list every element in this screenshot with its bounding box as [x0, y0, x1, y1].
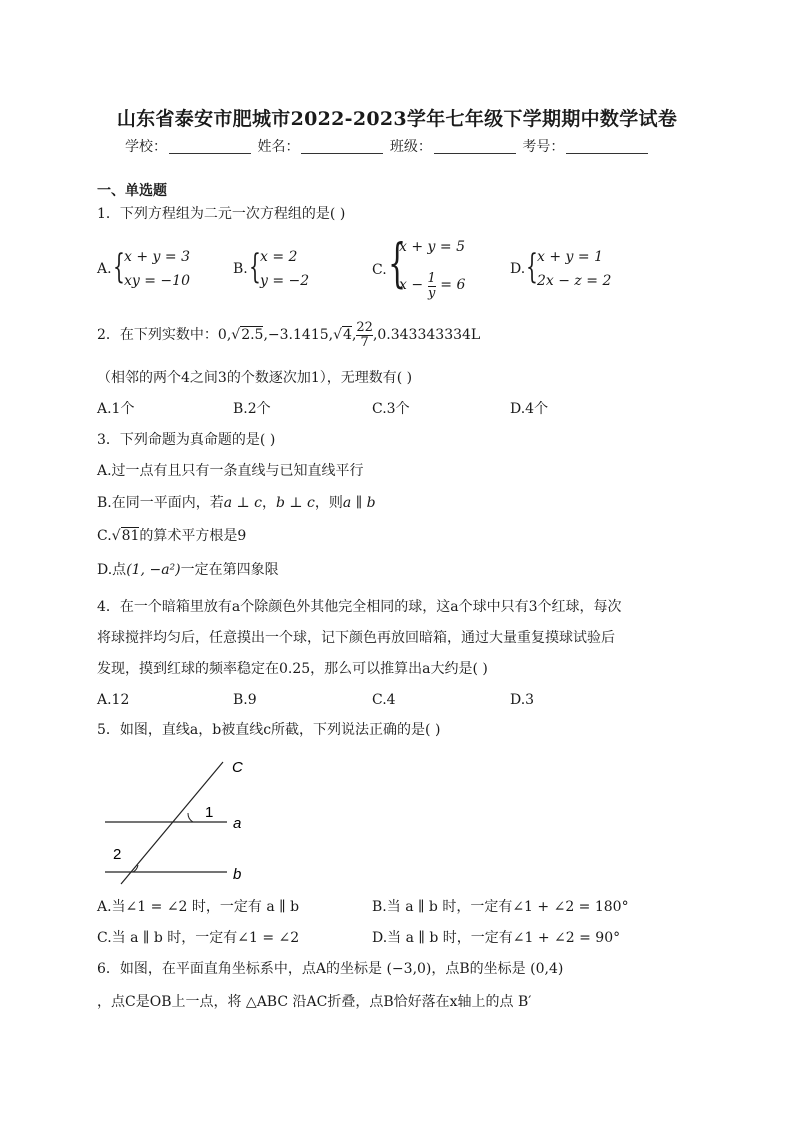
q3-stem: 3．下列命题为真命题的是( ): [97, 432, 276, 448]
school-label: 学校：: [125, 139, 167, 155]
q4-option-d: D.3: [510, 692, 535, 708]
q1-option-c: [372, 236, 482, 306]
q5-stem: 5．如图，直线a，b被直线c所截，下列说法正确的是( ): [97, 722, 441, 738]
q4-option-b: B.9: [233, 692, 257, 708]
school-blank: [169, 139, 251, 154]
q4-line1: 4．在一个暗箱里放有a个除颜色外其他完全相同的球，这a个球中只有3个红球，每次: [97, 599, 622, 615]
q3-option-c: C.√81的算术平方根是9: [97, 528, 247, 544]
q1-option-b: [233, 244, 333, 292]
q2-option-a: A.1个: [97, 401, 135, 417]
label-angle-1: 1: [205, 804, 214, 821]
label-angle-2: 2: [113, 846, 122, 863]
q3-option-a: A.过一点有且只有一条直线与已知直线平行: [97, 463, 364, 479]
q1-d-label: D.: [510, 261, 526, 277]
sqrt-icon: √: [231, 327, 241, 343]
q3-option-d: D.点(1, −a²)一定在第四象限: [97, 562, 279, 578]
q3-option-b: B.在同一平面内，若a ⊥ c，b ⊥ c，则a ∥ b: [97, 495, 376, 511]
q1-d-eq2: 2x − z = 2: [537, 273, 612, 289]
brace-icon: {: [249, 247, 261, 287]
q1-a-label: A.: [97, 261, 112, 277]
label-b: b: [233, 866, 242, 883]
label-c: C: [232, 759, 243, 776]
angle-1-arc: [188, 813, 193, 822]
line-c: [121, 762, 223, 884]
q1-d-eq1: x + y = 1: [537, 249, 603, 265]
q6-line1: 6．如图，在平面直角坐标系中，点A的坐标是 (−3,0)，点B的坐标是 (0,4): [97, 961, 564, 977]
student-info-line: [125, 136, 650, 156]
q1-c-eq1: x + y = 5: [399, 239, 465, 255]
q1-c-label: C.: [372, 262, 387, 278]
q2-option-c: C.3个: [372, 401, 410, 417]
q5-option-c: C.当 a ∥ b 时，一定有∠1 = ∠2: [97, 930, 300, 946]
q1-stem: 1．下列方程组为二元一次方程组的是( ): [97, 206, 346, 222]
q1-c-eq2: x − $\frac{1}{y}$ = 6: [399, 271, 466, 301]
q4-line2: 将球搅拌均匀后，任意摸出一个球，记下颜色再放回暗箱，通过大量重复摸球试验后: [97, 630, 615, 646]
label-a: a: [233, 815, 242, 832]
number-blank: [566, 139, 648, 154]
q5-option-a: A.当∠1 = ∠2 时，一定有 a ∥ b: [97, 899, 300, 915]
q5-option-d: D.当 a ∥ b 时，一定有∠1 + ∠2 = 90°: [372, 930, 621, 946]
brace-icon: {: [388, 234, 407, 294]
q2-stem: 2．在下列实数中：0,√2.5,−3.1415,√4, $\frac{22}{7}$ ,0.343343334L: [97, 319, 481, 350]
name-label: 姓名：: [257, 139, 300, 155]
brace-icon: {: [113, 247, 125, 287]
sqrt-icon: √: [111, 528, 121, 544]
q2-option-d: D.4个: [510, 401, 549, 417]
section-title: 一、单选题: [97, 183, 167, 199]
q1-a-eq1: x + y = 3: [124, 249, 190, 265]
q1-b-eq2: y = −2: [260, 273, 310, 289]
q1-b-label: B.: [233, 261, 248, 277]
q1-a-eq2: xy = −10: [124, 273, 190, 289]
name-blank: [301, 139, 383, 154]
brace-icon: {: [526, 247, 538, 287]
q2-line2: （相邻的两个4之间3的个数逐次加1），无理数有( ): [97, 370, 413, 386]
number-label: 考号：: [522, 139, 565, 155]
q1-option-a: [97, 244, 217, 292]
class-blank: [434, 139, 516, 154]
q5-option-b: B.当 a ∥ b 时，一定有∠1 + ∠2 = 180°: [372, 899, 629, 915]
q1-option-d: [510, 244, 620, 292]
exam-title: 山东省泰安市肥城市2022-2023学年七年级下学期期中数学试卷: [116, 108, 678, 130]
q2-option-b: B.2个: [233, 401, 271, 417]
q4-line3: 发现，摸到红球的频率稳定在0.25，那么可以推算出a大约是( ): [97, 661, 488, 677]
q6-line2: ，点C是OB上一点，将 △ABC 沿AC折叠，点B恰好落在x轴上的点 B′: [97, 994, 532, 1010]
lines-figure: [95, 752, 265, 887]
q1-b-eq1: x = 2: [260, 249, 298, 265]
sqrt-icon: √: [333, 327, 343, 343]
q4-option-a: A.12: [97, 692, 130, 708]
class-label: 班级：: [389, 139, 432, 155]
q4-option-c: C.4: [372, 692, 396, 708]
